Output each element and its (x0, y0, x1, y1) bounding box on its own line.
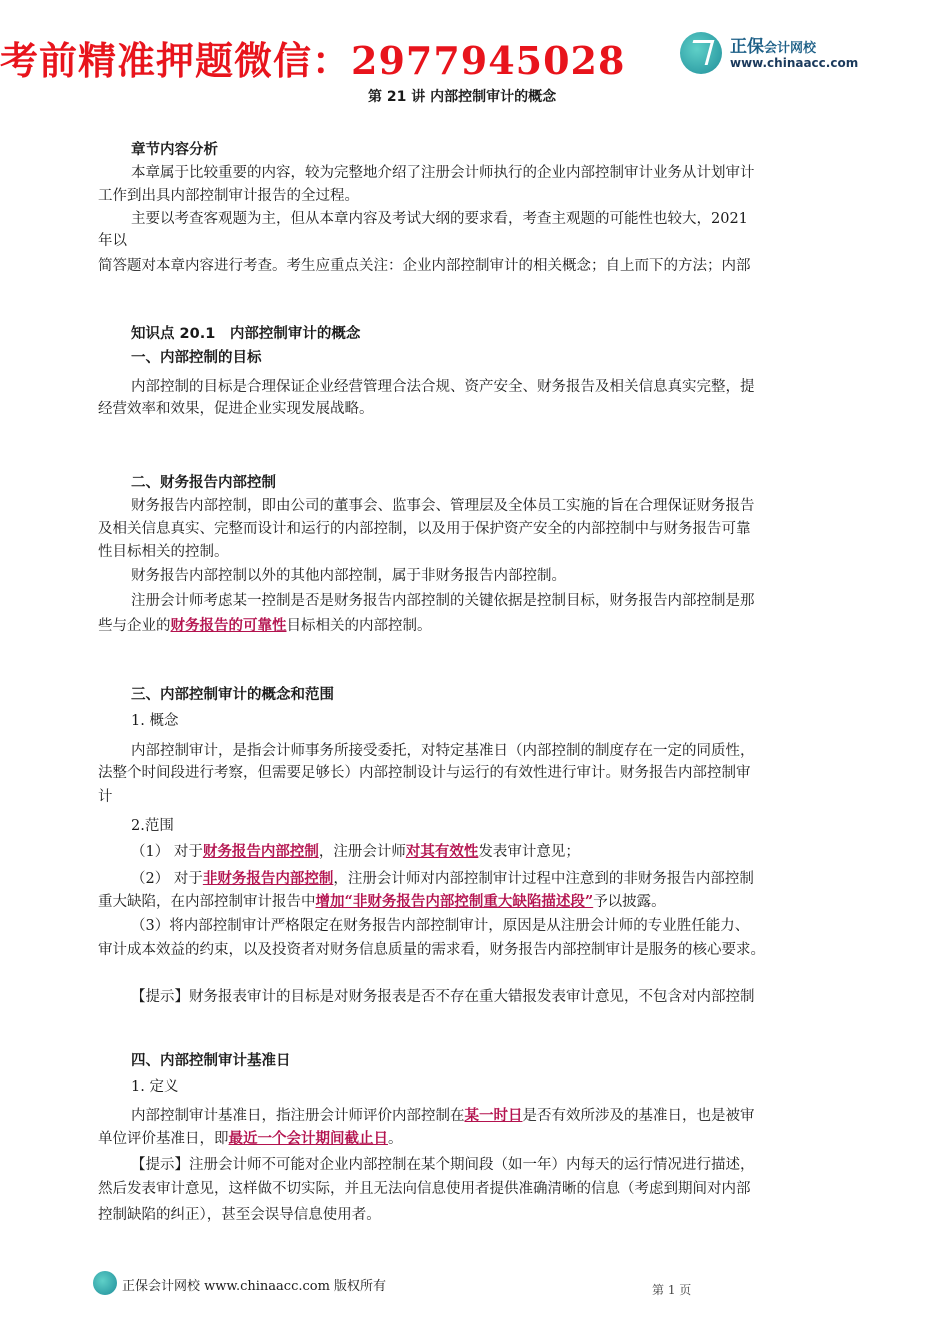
highlight-description-paragraph: 增加“非财务报告内部控制重大缺陷描述段” (315, 893, 594, 910)
section2-heading: 二、财务报告内部控制 (131, 475, 276, 491)
highlight-effectiveness: 对其有效性 (405, 843, 479, 860)
page-number: 第 1 页 (652, 1283, 692, 1297)
logo-icon (680, 32, 722, 74)
scope-item-3-line1: （3）将内部控制审计严格限定在财务报告内部控制审计，原因是从注册会计师的专业胜任能力、 (131, 918, 750, 934)
site-logo[interactable] (680, 30, 880, 78)
section2-p1-line3: 性目标相关的控制。 (98, 544, 229, 560)
knowledge-point-heading: 知识点 20.1 内部控制审计的概念 (131, 326, 361, 342)
scope-item-3-line2: 审计成本效益的约束，以及投资者对财务信息质量的需求看，财务报告内部控制审计是服务的核心要求。 (98, 942, 765, 958)
section4-line: 单位评价基准日，即最近一个会计期间截止日。 (98, 1130, 403, 1147)
section4-tip-line1: 【提示】注册会计师不可能对企业内部控制在某个期间段（如一年）内每天的运行情况进行描述， (131, 1157, 755, 1173)
highlight-fin-report-control: 财务报告内部控制 (202, 843, 319, 860)
chapter-analysis-p2-line2: 年以 (98, 233, 127, 249)
footer-logo-icon (93, 1271, 117, 1295)
scope-item-2-line: 重大缺陷，在内部控制审计报告中增加“非财务报告内部控制重大缺陷描述段”予以披露。 (98, 893, 666, 910)
section3-line: 法整个时间段进行考察，但需要足够长）内部控制设计与运行的有效性进行审计。财务报告内部控制审 (98, 765, 751, 781)
section3-heading: 三、内部控制审计的概念和范围 (131, 687, 334, 703)
scope-item-1: （1） 对于财务报告内部控制，注册会计师对其有效性发表审计意见； (131, 843, 580, 860)
chapter-analysis-p1-line1: 本章属于比较重要的内容，较为完整地介绍了注册会计师执行的企业内部控制审计业务从计划审计 (131, 165, 755, 181)
section4-tip-line2: 然后发表审计意见，这样做不切实际，并且无法向信息使用者提供准确清晰的信息（考虑到期间对内部 (98, 1181, 751, 1197)
section4-sub-cut: 1. 定义 (131, 1079, 179, 1095)
chapter-analysis-p1-line2: 工作到出具内部控制审计报告的全过程。 (98, 188, 359, 204)
section2-p1-line2: 及相关信息真实、完整而设计和运行的内部控制，以及用于保护资产安全的内部控制中与财务报告可靠 (98, 521, 751, 537)
promo-banner: 考前精准押题微信：2977945028 (0, 38, 626, 83)
logo-url: www.chinaacc.com (730, 56, 859, 70)
scope-item-2-cut: （2） 对于非财务报告内部控制，注册会计师对内部控制审计过程中注意到的非财务报告内部控制 (131, 870, 754, 887)
highlight-reliability: 财务报告的可靠性 (170, 617, 287, 634)
section1-line-cut: 内部控制的目标是合理保证企业经营管理合法合规、资产安全、财务报告及相关信息真实完整，提 (131, 379, 755, 395)
section3-tip: 【提示】财务报表审计的目标是对财务报表是否不存在重大错报发表审计意见，不包含对内部控制 (131, 989, 755, 1005)
scope-heading: 2.范围 (131, 818, 174, 834)
section4-line-cut: 内部控制审计基准日，指注册会计师评价内部控制在某一时日是否有效所涉及的基准日，也是被审 (131, 1107, 755, 1124)
chapter-analysis-p2-line1: 主要以考查客观题为主，但从本章内容及考试大纲的要求看，考查主观题的可能性也较大，2021 (131, 211, 748, 227)
section4-tip-line3-cut: 控制缺陷的纠正），甚至会误导信息使用者。 (98, 1207, 381, 1223)
footer-copyright: 正保会计网校 www.chinaacc.com 版权所有 (122, 1279, 387, 1294)
section4-heading: 四、内部控制审计基准日 (131, 1053, 291, 1069)
highlight-period-end: 最近一个会计期间截止日 (228, 1130, 388, 1147)
section3-line-cut: 内部控制审计，是指会计师事务所接受委托，对特定基准日（内部控制的制度存在一定的同质性， (131, 743, 755, 759)
chapter-analysis-heading: 章节内容分析 (131, 142, 218, 158)
section3-line-cut-b: 计 (98, 789, 113, 805)
section2-p2: 财务报告内部控制以外的其他内部控制，属于非财务报告内部控制。 (131, 568, 566, 584)
section1-heading-cut: 一、内部控制的目标 (131, 350, 262, 366)
section2-p1-line1: 财务报告内部控制，即由公司的董事会、监事会、管理层及全体员工实施的旨在合理保证财务报告 (131, 498, 755, 514)
lecture-title: 第 21 讲 内部控制审计的概念 (368, 89, 557, 105)
logo-title: 正保会计网校 (730, 37, 817, 57)
section3-sub-cut: 1. 概念 (131, 713, 179, 729)
section1-line: 经营效率和效果，促进企业实现发展战略。 (98, 401, 374, 417)
section2-p3-line2: 些与企业的财务报告的可靠性目标相关的内部控制。 (98, 617, 432, 634)
section2-p3-line1: 注册会计师考虑某一控制是否是财务报告内部控制的关键依据是控制目标，财务报告内部控制是那 (131, 593, 755, 609)
chapter-analysis-p3-line1: 简答题对本章内容进行考查。考生应重点关注：企业内部控制审计的相关概念；自上而下的方法；内部 (98, 258, 751, 274)
